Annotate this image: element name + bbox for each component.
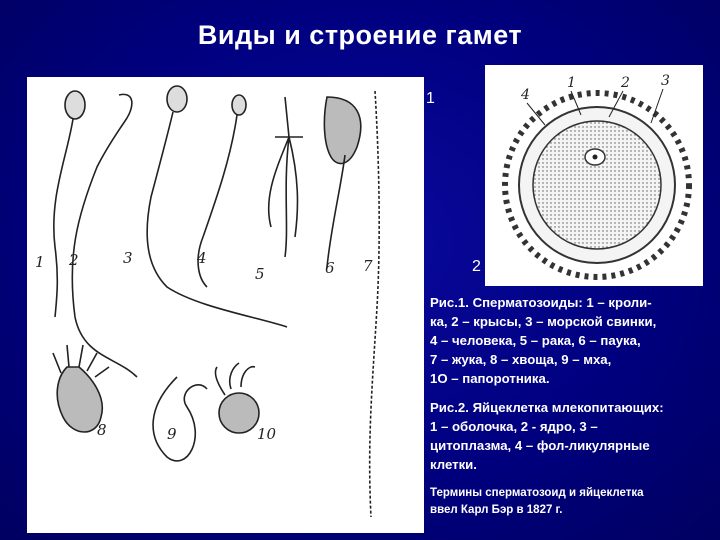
sperm-types-figure [27,77,424,533]
caption-sperm-line: Рис.1. Сперматозоиды: 1 – кроли- [430,295,652,310]
caption-sperm-line: 7 – жука, 8 – хвоща, 9 – мха, [430,352,612,367]
sperm-number-1: 1 [35,253,45,271]
sperm-number-7: 7 [363,257,373,275]
sperm-number-9: 9 [167,425,177,443]
caption-terms-line: ввел Карл Бэр в 1827 г. [430,504,563,516]
slide-title: Виды и строение гамет [197,20,523,50]
caption-egg-line: клетки. [430,457,477,472]
caption-sperm-line: ка, 2 – крысы, 3 – морской свинки, [430,314,657,329]
caption-egg-line: цитоплазма, 4 – фол-ликулярные [430,438,650,453]
sperm-drawings [27,77,424,533]
sperm-number-10: 10 [257,425,277,443]
sperm-number-5: 5 [255,265,265,283]
caption-terms-line: Термины сперматозоид и яйцеклетка [430,487,644,499]
egg-number-1: 1 [567,75,576,91]
caption-egg [430,398,714,474]
sperm-number-6: 6 [325,259,335,277]
egg-cell-figure [485,65,703,286]
sperm-number-4: 4 [197,249,207,267]
egg-drawing [485,65,703,286]
caption-sperm-line: 1О – папоротника. [430,371,550,386]
sperm-number-3: 3 [123,249,133,267]
egg-number-4: 4 [521,87,530,103]
caption-terms [430,485,714,519]
caption-egg-line: 1 – оболочка, 2 - ядро, 3 – [430,419,598,434]
egg-number-2: 2 [621,75,630,91]
egg-number-3: 3 [661,73,670,89]
figure-label-1: 1 [426,90,435,107]
sperm-number-2: 2 [69,251,79,269]
caption-sperm [430,293,714,388]
caption-sperm-line: 4 – человека, 5 – рака, 6 – паука, [430,333,641,348]
figure-label-2: 2 [472,258,481,275]
sperm-number-8: 8 [97,421,107,439]
caption-egg-line: Рис.2. Яйцеклетка млекопитающих: [430,400,664,415]
